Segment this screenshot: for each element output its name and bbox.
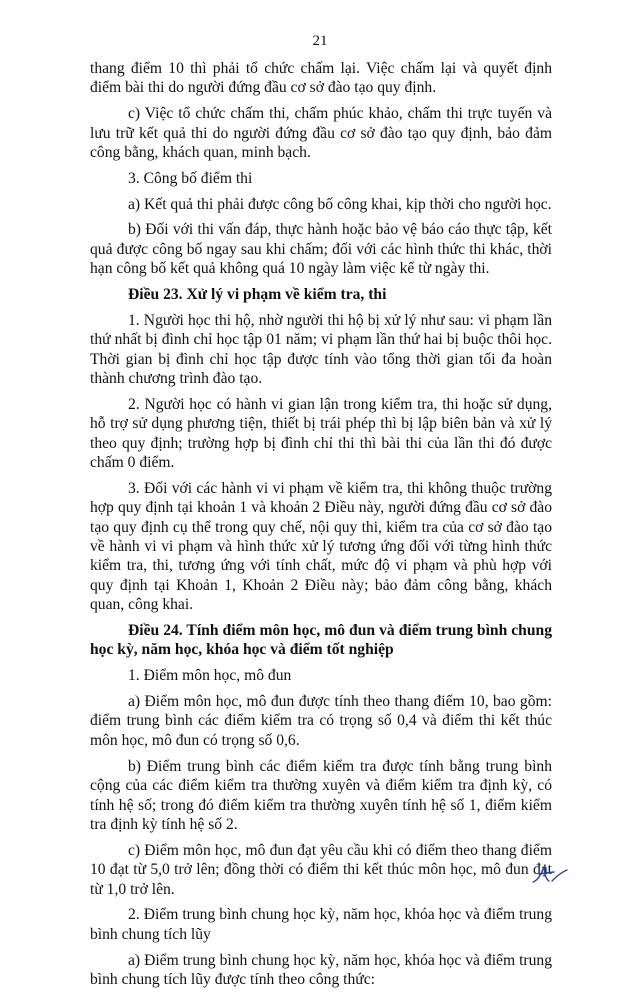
paragraph-item-c: c) Việc tổ chức chấm thi, chấm phúc khảo, chấm thi trực tuyến và lưu trữ kết quả thi do người đứng đầu cơ sở đào tạo quy định, bảo đảm công bằng, khách quan, minh bạch.: [90, 105, 552, 162]
page-number: 21: [312, 33, 328, 49]
article-24-clause-2: 2. Điểm trung bình chung học kỳ, năm học, khóa học và điểm trung bình chung tích lũy: [90, 906, 552, 943]
article-24-clause-2-a: a) Điểm trung bình chung học kỳ, năm học, khóa học và điểm trung bình chung tích lũy được tính theo công thức:: [90, 951, 552, 988]
article-23-heading: Điều 23. Xử lý vi phạm về kiểm tra, thi: [128, 286, 387, 304]
article-24-clause-1-c: c) Điểm môn học, mô đun đạt yêu cầu khi có điểm theo thang điểm 10 đạt từ 5,0 trở lên; đồng thời có điểm thi kết thúc môn học, mô đun đạt từ 1,0 trở lên.: [90, 841, 552, 898]
article-23-clause-2: 2. Người học có hành vi gian lận trong kiểm tra, thi hoặc sử dụng, hỗ trợ sử dụng phương tiện, thiết bị trái phép thì bị lập biên bản và xử lý theo quy định; trường hợp bị đình chỉ thi thì bài thi của lần thi đó được chấm 0 điểm.: [90, 395, 552, 472]
article-24-clause-1-b: b) Điểm trung bình các điểm kiểm tra được tính bằng trung bình cộng của các điểm kiểm tra thường xuyên và điểm kiểm tra định kỳ, có tính hệ số; trong đó điểm kiểm tra thường xuyên tính hệ số 1, điểm kiểm tra định kỳ tính hệ số 2.: [90, 757, 552, 833]
document-body: [90, 59, 552, 996]
article-24-clause-1: 1. Điểm môn học, mô đun: [128, 667, 292, 685]
paragraph-section-3: 3. Công bố điểm thi: [128, 169, 253, 187]
paragraph-item-a: a) Kết quả thi phải được công bố công khai, kịp thời cho người học.: [128, 195, 552, 213]
paragraph-item-b: b) Đối với thi vấn đáp, thực hành hoặc bảo vệ báo cáo thực tập, kết quả được công bố ngay sau khi chấm; đối với các hình thức thi khác, thời hạn công bố kết quả không quá 10 ngày làm việc kể từ ngày thi.: [90, 221, 552, 278]
paragraph-continuation: thang điểm 10 thì phải tổ chức chấm lại. Việc chấm lại và quyết định điểm bài thi do người đứng đầu cơ sở đào tạo quy định.: [90, 60, 552, 97]
article-24-heading: Điều 24. Tính điểm môn học, mô đun và điểm trung bình chung học kỳ, năm học, khóa học và điểm tốt nghiệp: [90, 622, 552, 659]
article-23-clause-3: 3. Đối với các hành vi vi phạm về kiểm tra, thi không thuộc trường hợp quy định tại khoản 1 và khoản 2 Điều này, người đứng đầu cơ sở đào tạo quy định cụ thể trong quy chế, nội quy thi, kiểm tra của cơ sở đào tạo về hành vi vi phạm và hình thức xử lý tương ứng đối với từng hình thức kiểm tra, thi, tương ứng với tính chất, mức độ vi phạm và phù hợp với quy định tại Khoản 1, Khoản 2 Điều này; bảo đảm công bằng, khách quan, công khai.: [90, 479, 552, 614]
signature-icon: [530, 860, 570, 886]
article-24-clause-1-a: a) Điểm môn học, mô đun được tính theo thang điểm 10, bao gồm: điểm trung bình các điểm kiểm tra có trọng số 0,4 và điểm thi kết thúc môn học, mô đun có trọng số 0,6.: [90, 693, 552, 749]
article-23-clause-1: 1. Người học thi hộ, nhờ người thi hộ bị xử lý như sau: vi phạm lần thứ nhất bị đình chỉ học tập 01 năm; vi phạm lần thứ hai bị buộc thôi học. Thời gian bị đình chỉ học tập được tính vào tổng thời gian tối đa hoàn thành chương trình đào tạo.: [90, 311, 552, 388]
